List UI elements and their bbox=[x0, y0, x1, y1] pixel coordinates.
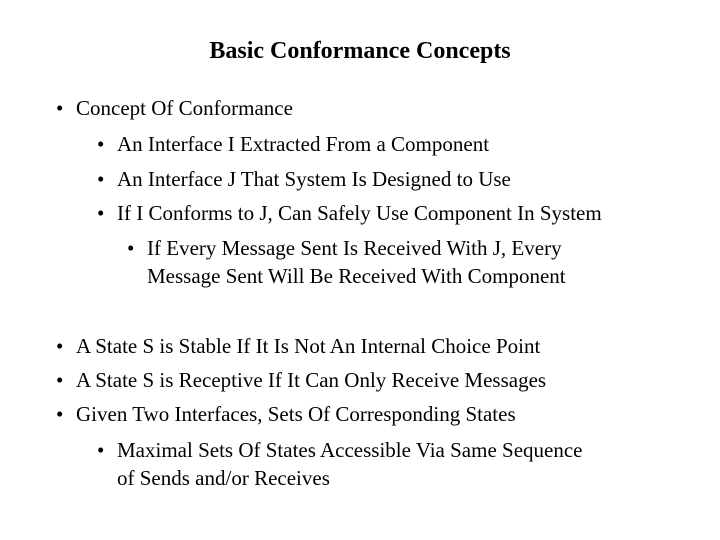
sub-bullet-text: An Interface J That System Is Designed to Use bbox=[117, 167, 511, 191]
bullet-two-interfaces bbox=[56, 400, 516, 428]
bullet-text: A State S is Stable If It Is Not An Internal Choice Point bbox=[76, 334, 541, 358]
sub-bullet-line2: of Sends and/or Receives bbox=[117, 466, 330, 490]
bullet-icon: • bbox=[56, 402, 64, 426]
bullet-text: Given Two Interfaces, Sets Of Corresponding States bbox=[76, 402, 516, 426]
sub-bullet-line1: Maximal Sets Of States Accessible Via Same Sequence bbox=[117, 438, 583, 462]
bullet-icon: • bbox=[97, 167, 105, 191]
bullet-icon: • bbox=[56, 368, 64, 392]
sub-sub-bullet-line2: Message Sent Will Be Received With Component bbox=[147, 264, 566, 288]
bullet-concept-of-conformance bbox=[56, 94, 293, 122]
sub-bullet-conforms bbox=[97, 199, 602, 227]
sub-bullet-maximal-sets bbox=[97, 436, 583, 492]
sub-bullet-text: An Interface I Extracted From a Component bbox=[117, 132, 490, 156]
bullet-icon: • bbox=[56, 96, 64, 120]
sub-sub-bullet-line1: If Every Message Sent Is Received With J, Every bbox=[147, 236, 562, 260]
bullet-icon: • bbox=[97, 438, 105, 462]
bullet-state-receptive bbox=[56, 366, 546, 394]
sub-bullet-interface-i bbox=[97, 130, 489, 158]
slide-title: Basic Conformance Concepts bbox=[209, 38, 511, 64]
bullet-text: Concept Of Conformance bbox=[76, 96, 293, 120]
bullet-icon: • bbox=[127, 236, 135, 260]
sub-bullet-text: If I Conforms to J, Can Safely Use Component In System bbox=[117, 201, 602, 225]
sub-bullet-interface-j bbox=[97, 165, 511, 193]
bullet-text: A State S is Receptive If It Can Only Receive Messages bbox=[76, 368, 547, 392]
bullet-icon: • bbox=[97, 132, 105, 156]
bullet-icon: • bbox=[97, 201, 105, 225]
bullet-state-stable bbox=[56, 332, 540, 360]
sub-sub-bullet-every-message bbox=[127, 234, 566, 290]
bullet-icon: • bbox=[56, 334, 64, 358]
